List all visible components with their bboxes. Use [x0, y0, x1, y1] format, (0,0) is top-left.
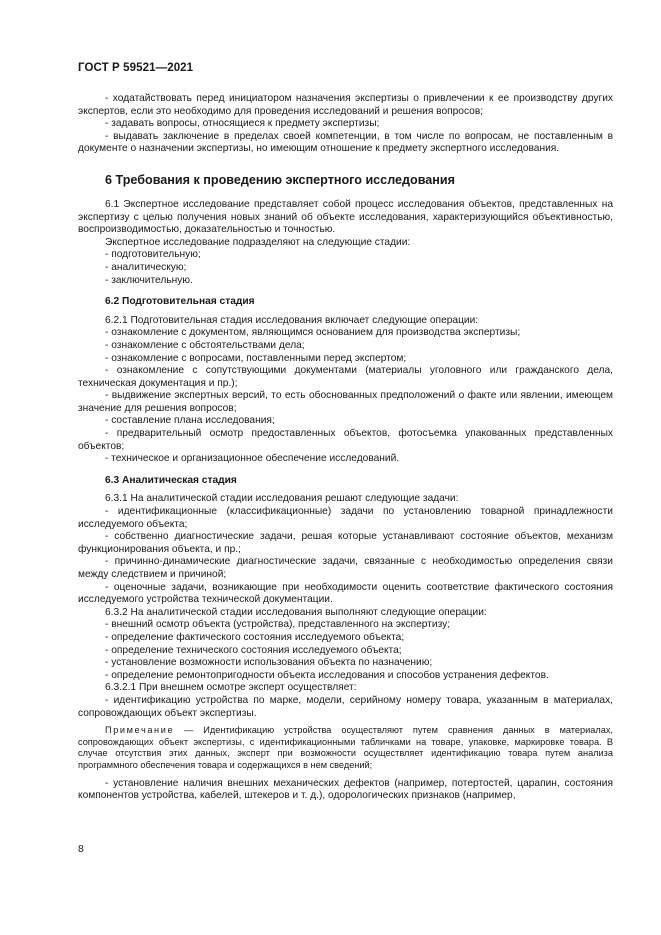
list-item: - установление наличия внешних механических дефектов (например, потертостей, царапин, состояния компонентов устройства, кабелей, штекеров и т. д.), одорологических признаков (например,	[78, 777, 613, 802]
list-item: - выдвижение экспертных версий, то есть обоснованных предположений о факте или явлении, имеющем значение для решения вопросов;	[78, 390, 613, 414]
paragraph-6-3-1: 6.3.1 На аналитической стадии исследования решают следующие задачи:	[105, 493, 459, 505]
page-content	[78, 93, 613, 803]
list-item: - задавать вопросы, относящиеся к предмету экспертизы;	[105, 118, 380, 130]
paragraph-6-1: 6.1 Экспертное исследование представляет собой процесс исследования объектов, представленных на экспертизу с целью получения новых знаний об объекте исследования, характеризующийся объективностью, воспроизводимостью, доказательностью и точностью.	[78, 198, 613, 236]
paragraph-6-3-2: 6.3.2 На аналитической стадии исследования выполняют следующие операции:	[105, 606, 487, 618]
gost-header: ГОСТ Р 59521—2021	[78, 62, 194, 74]
list-item: - аналитическую;	[105, 261, 187, 273]
list-item: - идентификационные (классификационные) задачи по установлению товарной принадлежности исследуемого объекта;	[78, 506, 613, 530]
list-item: - собственно диагностические задачи, решая которые устанавливают состояние объектов, механизм функционирования объекта, и пр.;	[78, 531, 613, 555]
stages-intro: Экспертное исследование подразделяют на следующие стадии:	[105, 236, 411, 248]
list-item: - определение фактического состояния исследуемого объекта;	[105, 631, 405, 643]
list-item: - составление плана исследования;	[105, 415, 275, 427]
list-item: - заключительную.	[105, 274, 193, 286]
list-item: - подготовительную;	[105, 249, 201, 261]
paragraph-6-2-1: 6.2.1 Подготовительная стадия исследования включает следующие операции:	[105, 314, 479, 326]
list-item: - выдавать заключение в пределах своей компетенции, в том числе по вопросам, не поставленным в документе о назначении экспертизы, но имеющим отношение к предмету экспертного исследования.	[78, 130, 613, 155]
list-item: - причинно-динамические диагностические задачи, связанные с необходимостью определения связи между следствием и причиной;	[78, 556, 613, 580]
list-item: - оценочные задачи, возникающие при необходимости оценить соответствие фактического состояния исследуемого устройства технической документации.	[78, 581, 613, 606]
list-item: - установление возможности использования объекта по назначению;	[105, 657, 433, 669]
list-item: - определение технического состояния исследуемого объекта;	[105, 644, 402, 656]
section-6-title: 6 Требования к проведению экспертного исследования	[105, 172, 455, 187]
list-item: - ознакомление с документом, являющимся основанием для производства экспертизы;	[105, 327, 521, 339]
section-6-2-title: 6.2 Подготовительная стадия	[105, 296, 255, 308]
list-item: - внешний осмотр объекта (устройства), представленного на экспертизу;	[105, 619, 451, 631]
list-item: - идентификацию устройства по марке, модели, серийному номеру товара, указанным в материалах, сопровождающих объект экспертизы.	[78, 694, 613, 719]
list-item: - техническое и организационное обеспечение исследований.	[105, 453, 400, 465]
paragraph-6-3-2-1: 6.3.2.1 При внешнем осмотре эксперт осуществляет:	[105, 682, 357, 694]
page-number: 8	[78, 843, 84, 855]
section-6-3-title: 6.3 Аналитическая стадия	[105, 474, 237, 486]
list-item: - ознакомление с сопутствующими документами (материалы уголовного или гражданского дела, техническая документация и пр.);	[78, 365, 613, 389]
list-item: - ознакомление с вопросами, поставленными перед экспертом;	[105, 352, 407, 364]
list-item: - предварительный осмотр предоставленных объектов, фотосъемка упакованных представленных объектов;	[78, 428, 613, 452]
list-item: - ходатайствовать перед инициатором назначения экспертизы о привлечении к ее производству других экспертов, если это необходимо для проведения исследований и решения вопросов;	[78, 93, 613, 117]
note-text: — Идентификацию устройства осуществляют путем сравнения данных в материалах, сопровождающих объект экспертизы, с идентификационными табличками на товаре, упаковке, маркировке товара. В случае отсутствия этих данных, эксперт при возможности осуществляет идентификацию товара путем анализа программного обеспечения товара и содержащихся в нем сведений;	[78, 725, 613, 770]
note-label: Примечание	[105, 725, 175, 736]
note	[78, 725, 613, 771]
list-item: - ознакомление с обстоятельствами дела;	[105, 339, 305, 351]
list-item: - определение ремонтопригодности объекта исследования и способов устранения дефектов.	[105, 669, 549, 681]
